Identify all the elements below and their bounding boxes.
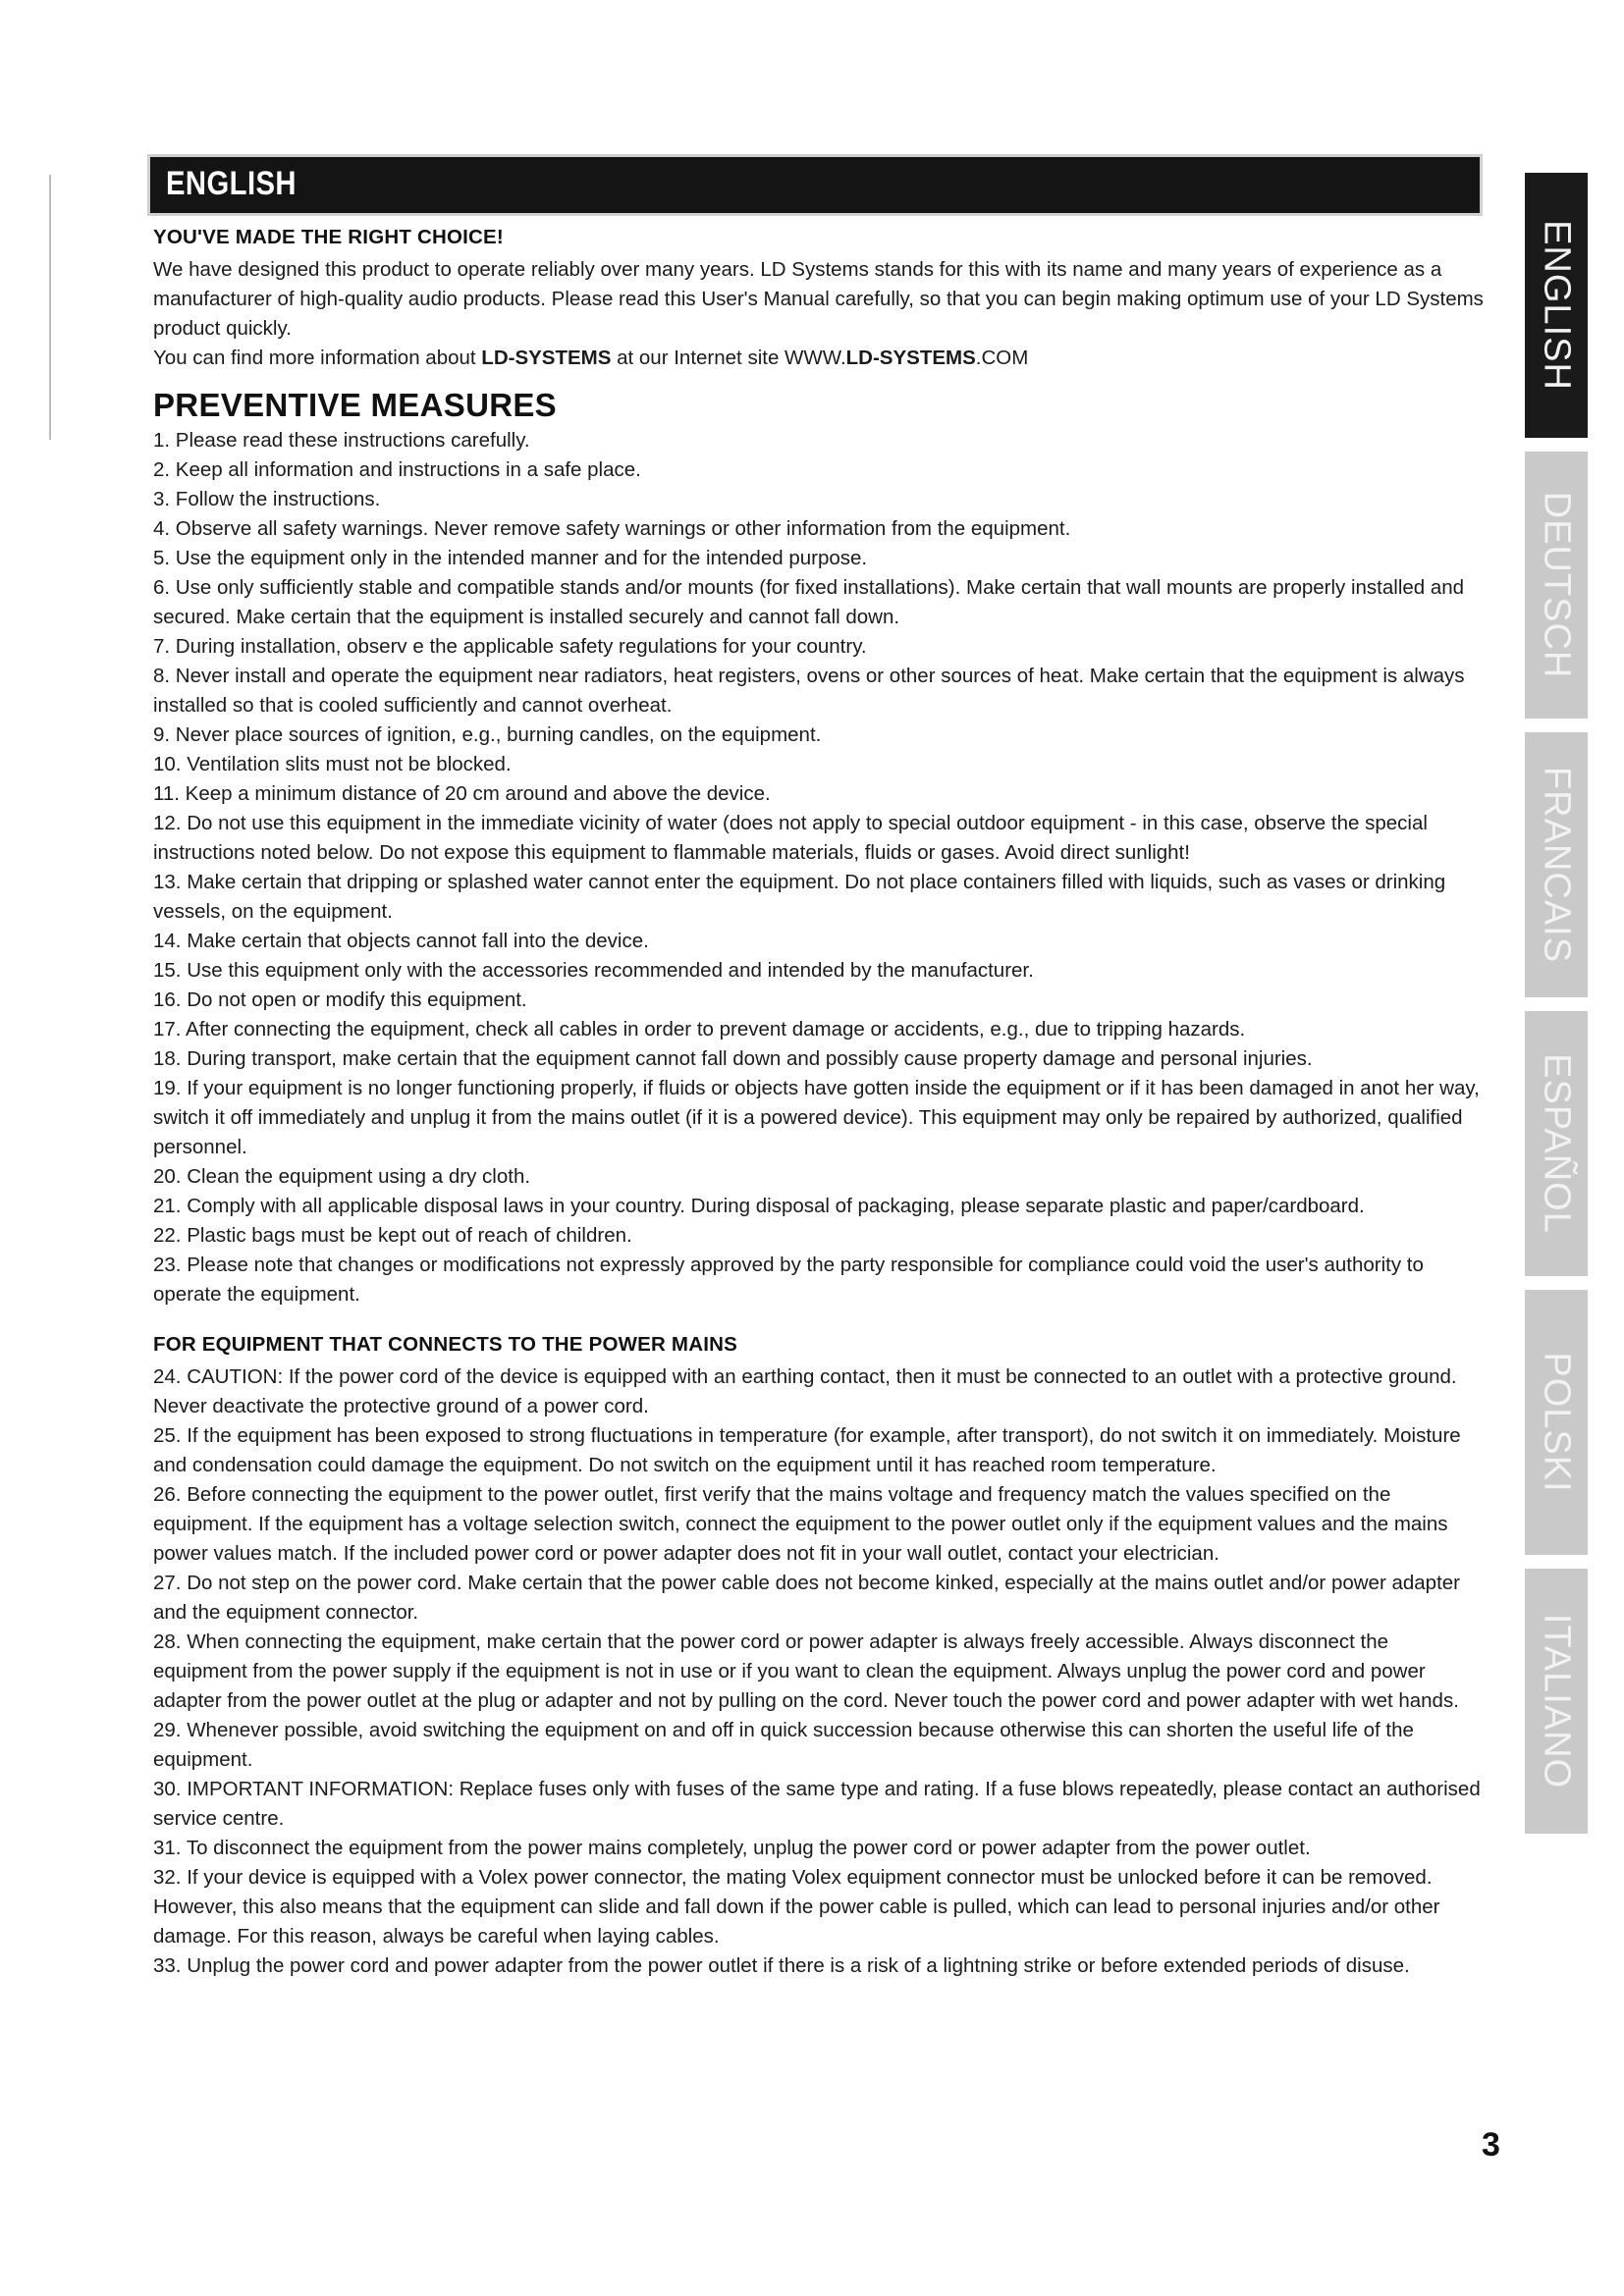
- tab-polski-label: POLSKI: [1536, 1352, 1578, 1493]
- list-item: 8. Never install and operate the equipment near radiators, heat registers, ovens or other sources of heat. Make certain that the equipment is always installed so that is cooled sufficiently and cannot overheat.: [153, 665, 1465, 717]
- more-info-prefix: You can find more information about: [153, 347, 482, 369]
- website-suffix[interactable]: .COM: [975, 347, 1029, 369]
- list-item: 15. Use this equipment only with the accessories recommended and intended by the manufacturer.: [153, 959, 1034, 982]
- list-item: 33. Unplug the power cord and power adapter from the power outlet if there is a risk of a lightning strike or before extended periods of disuse.: [153, 1954, 1410, 1977]
- list-item: 7. During installation, observ e the applicable safety regulations for your country.: [153, 635, 867, 658]
- list-item: 22. Plastic bags must be kept out of reach of children.: [153, 1224, 632, 1247]
- section-gap: [153, 1309, 1485, 1333]
- list-item: 26. Before connecting the equipment to the power outlet, first verify that the mains voltage and frequency match the values specified on the equipment. If the equipment has a voltage selection switch, connect the equipment to the power outlet only if the equipment values and the mains power values match. If the included power cord or power adapter does not fit in your wall outlet, contact your electrician.: [153, 1483, 1448, 1565]
- brand-name: LD-SYSTEMS: [481, 347, 612, 369]
- tab-deutsch-label: DEUTSCH: [1536, 491, 1578, 679]
- tab-italiano[interactable]: [1525, 1569, 1588, 1834]
- list-item: 2. Keep all information and instructions in a safe place.: [153, 458, 641, 481]
- list-item: 6. Use only sufficiently stable and compatible stands and/or mounts (for fixed installations). Make certain that wall mounts are properly installed and secured. Make certain that the equipment is installed securely and cannot fall down.: [153, 576, 1465, 628]
- tab-english-label: ENGLISH: [1536, 220, 1578, 391]
- tab-espanol[interactable]: [1525, 1011, 1588, 1276]
- intro-paragraph: We have designed this product to operate reliably over many years. LD Systems stands for this with its name and many years of experience as a manufacturer of high-quality audio products. Please read this User's Manual carefully, so that you can begin making optimum use of your LD Systems product quickly.: [153, 258, 1484, 340]
- list-item: 19. If your equipment is no longer functioning properly, if fluids or objects have gotten inside the equipment or if it has been damaged in anot her way, switch it off immediately and unplug it from the mains outlet (if it is a powered device). This equipment may only be repaired by authorized, qualified personnel.: [153, 1077, 1480, 1158]
- tab-deutsch[interactable]: [1525, 452, 1588, 719]
- preventive-list: [153, 426, 1485, 1309]
- manual-content: [153, 226, 1485, 1981]
- intro-heading: YOU'VE MADE THE RIGHT CHOICE!: [153, 226, 504, 248]
- list-item: 4. Observe all safety warnings. Never remove safety warnings or other information from the equipment.: [153, 517, 1071, 540]
- list-item: 14. Make certain that objects cannot fall into the device.: [153, 930, 649, 952]
- list-item: 27. Do not step on the power cord. Make certain that the power cable does not become kinked, especially at the mains outlet and/or power adapter and the equipment connector.: [153, 1572, 1461, 1624]
- list-item: 32. If your device is equipped with a Volex power connector, the mating Volex equipment connector must be unlocked before it can be removed. However, this also means that the equipment can slide and fall down if the power cable is pulled, which can lead to personal injuries and/or other damage. For this reason, always be careful when laying cables.: [153, 1866, 1440, 1948]
- list-item: 21. Comply with all applicable disposal laws in your country. During disposal of packaging, please separate plastic and paper/cardboard.: [153, 1195, 1365, 1217]
- list-item: 10. Ventilation slits must not be blocked.: [153, 753, 512, 775]
- list-item: 30. IMPORTANT INFORMATION: Replace fuses only with fuses of the same type and rating. If a fuse blows repeatedly, please contact an authorised service centre.: [153, 1778, 1481, 1830]
- list-item: 29. Whenever possible, avoid switching the equipment on and off in quick succession because otherwise this can shorten the useful life of the equipment.: [153, 1719, 1414, 1771]
- list-item: 5. Use the equipment only in the intended manner and for the intended purpose.: [153, 547, 868, 569]
- page-number: 3: [1482, 2126, 1500, 2163]
- list-item: 20. Clean the equipment using a dry cloth.: [153, 1165, 531, 1188]
- list-item: 23. Please note that changes or modifications not expressly approved by the party responsible for compliance could void the user's authority to operate the equipment.: [153, 1254, 1424, 1306]
- list-item: 16. Do not open or modify this equipment.: [153, 988, 527, 1011]
- section-header-bar: [147, 154, 1483, 216]
- list-item: 1. Please read these instructions carefully.: [153, 429, 530, 452]
- section-title: ENGLISH: [166, 165, 297, 202]
- list-item: 11. Keep a minimum distance of 20 cm around and above the device.: [153, 782, 771, 805]
- list-item: 13. Make certain that dripping or splashed water cannot enter the equipment. Do not place containers filled with liquids, such as vases or drinking vessels, on the equipment.: [153, 871, 1446, 923]
- power-list: [153, 1362, 1485, 1981]
- margin-rule: [49, 175, 51, 440]
- list-item: 31. To disconnect the equipment from the power mains completely, unplug the power cord or power adapter from the power outlet.: [153, 1837, 1311, 1859]
- list-item: 28. When connecting the equipment, make certain that the power cord or power adapter is always freely accessible. Always disconnect the equipment from the power supply if the equipment is not in use or if you want to clean the equipment. Always unplug the power cord and power adapter from the power outlet at the plug or adapter and not by pulling on the cord. Never touch the power cord and power adapter with wet hands.: [153, 1630, 1459, 1712]
- tab-polski[interactable]: [1525, 1290, 1588, 1555]
- preventive-heading: PREVENTIVE MEASURES: [153, 387, 557, 423]
- list-item: 18. During transport, make certain that the equipment cannot fall down and possibly cause property damage and personal injuries.: [153, 1047, 1313, 1070]
- more-info-middle: at our Internet site WWW.: [611, 347, 846, 369]
- power-heading: FOR EQUIPMENT THAT CONNECTS TO THE POWER MAINS: [153, 1333, 737, 1356]
- list-item: 25. If the equipment has been exposed to strong fluctuations in temperature (for example, after transport), do not switch it on immediately. Moisture and condensation could damage the equipment. Do not switch on the equipment until it has reached room temperature.: [153, 1424, 1461, 1476]
- list-item: 3. Follow the instructions.: [153, 488, 381, 510]
- list-item: 17. After connecting the equipment, check all cables in order to prevent damage or accidents, e.g., due to tripping hazards.: [153, 1018, 1246, 1041]
- tab-italiano-label: ITALIANO: [1536, 1613, 1578, 1789]
- website-link-bold[interactable]: LD-SYSTEMS: [845, 347, 976, 369]
- tab-english[interactable]: [1525, 173, 1588, 438]
- tab-francais[interactable]: [1525, 732, 1588, 997]
- list-item: 12. Do not use this equipment in the immediate vicinity of water (does not apply to special outdoor equipment - in this case, observe the special instructions noted below. Do not expose this equipment to flammable materials, fluids or gases. Avoid direct sunlight!: [153, 812, 1428, 864]
- tab-espanol-label: ESPAÑOL: [1536, 1053, 1578, 1234]
- more-info-line: [153, 344, 1485, 373]
- tab-francais-label: FRANCAIS: [1536, 766, 1578, 964]
- list-item: 24. CAUTION: If the power cord of the device is equipped with an earthing contact, then it must be connected to an outlet with a protective ground. Never deactivate the protective ground of a power cord.: [153, 1365, 1457, 1417]
- list-item: 9. Never place sources of ignition, e.g., burning candles, on the equipment.: [153, 723, 822, 746]
